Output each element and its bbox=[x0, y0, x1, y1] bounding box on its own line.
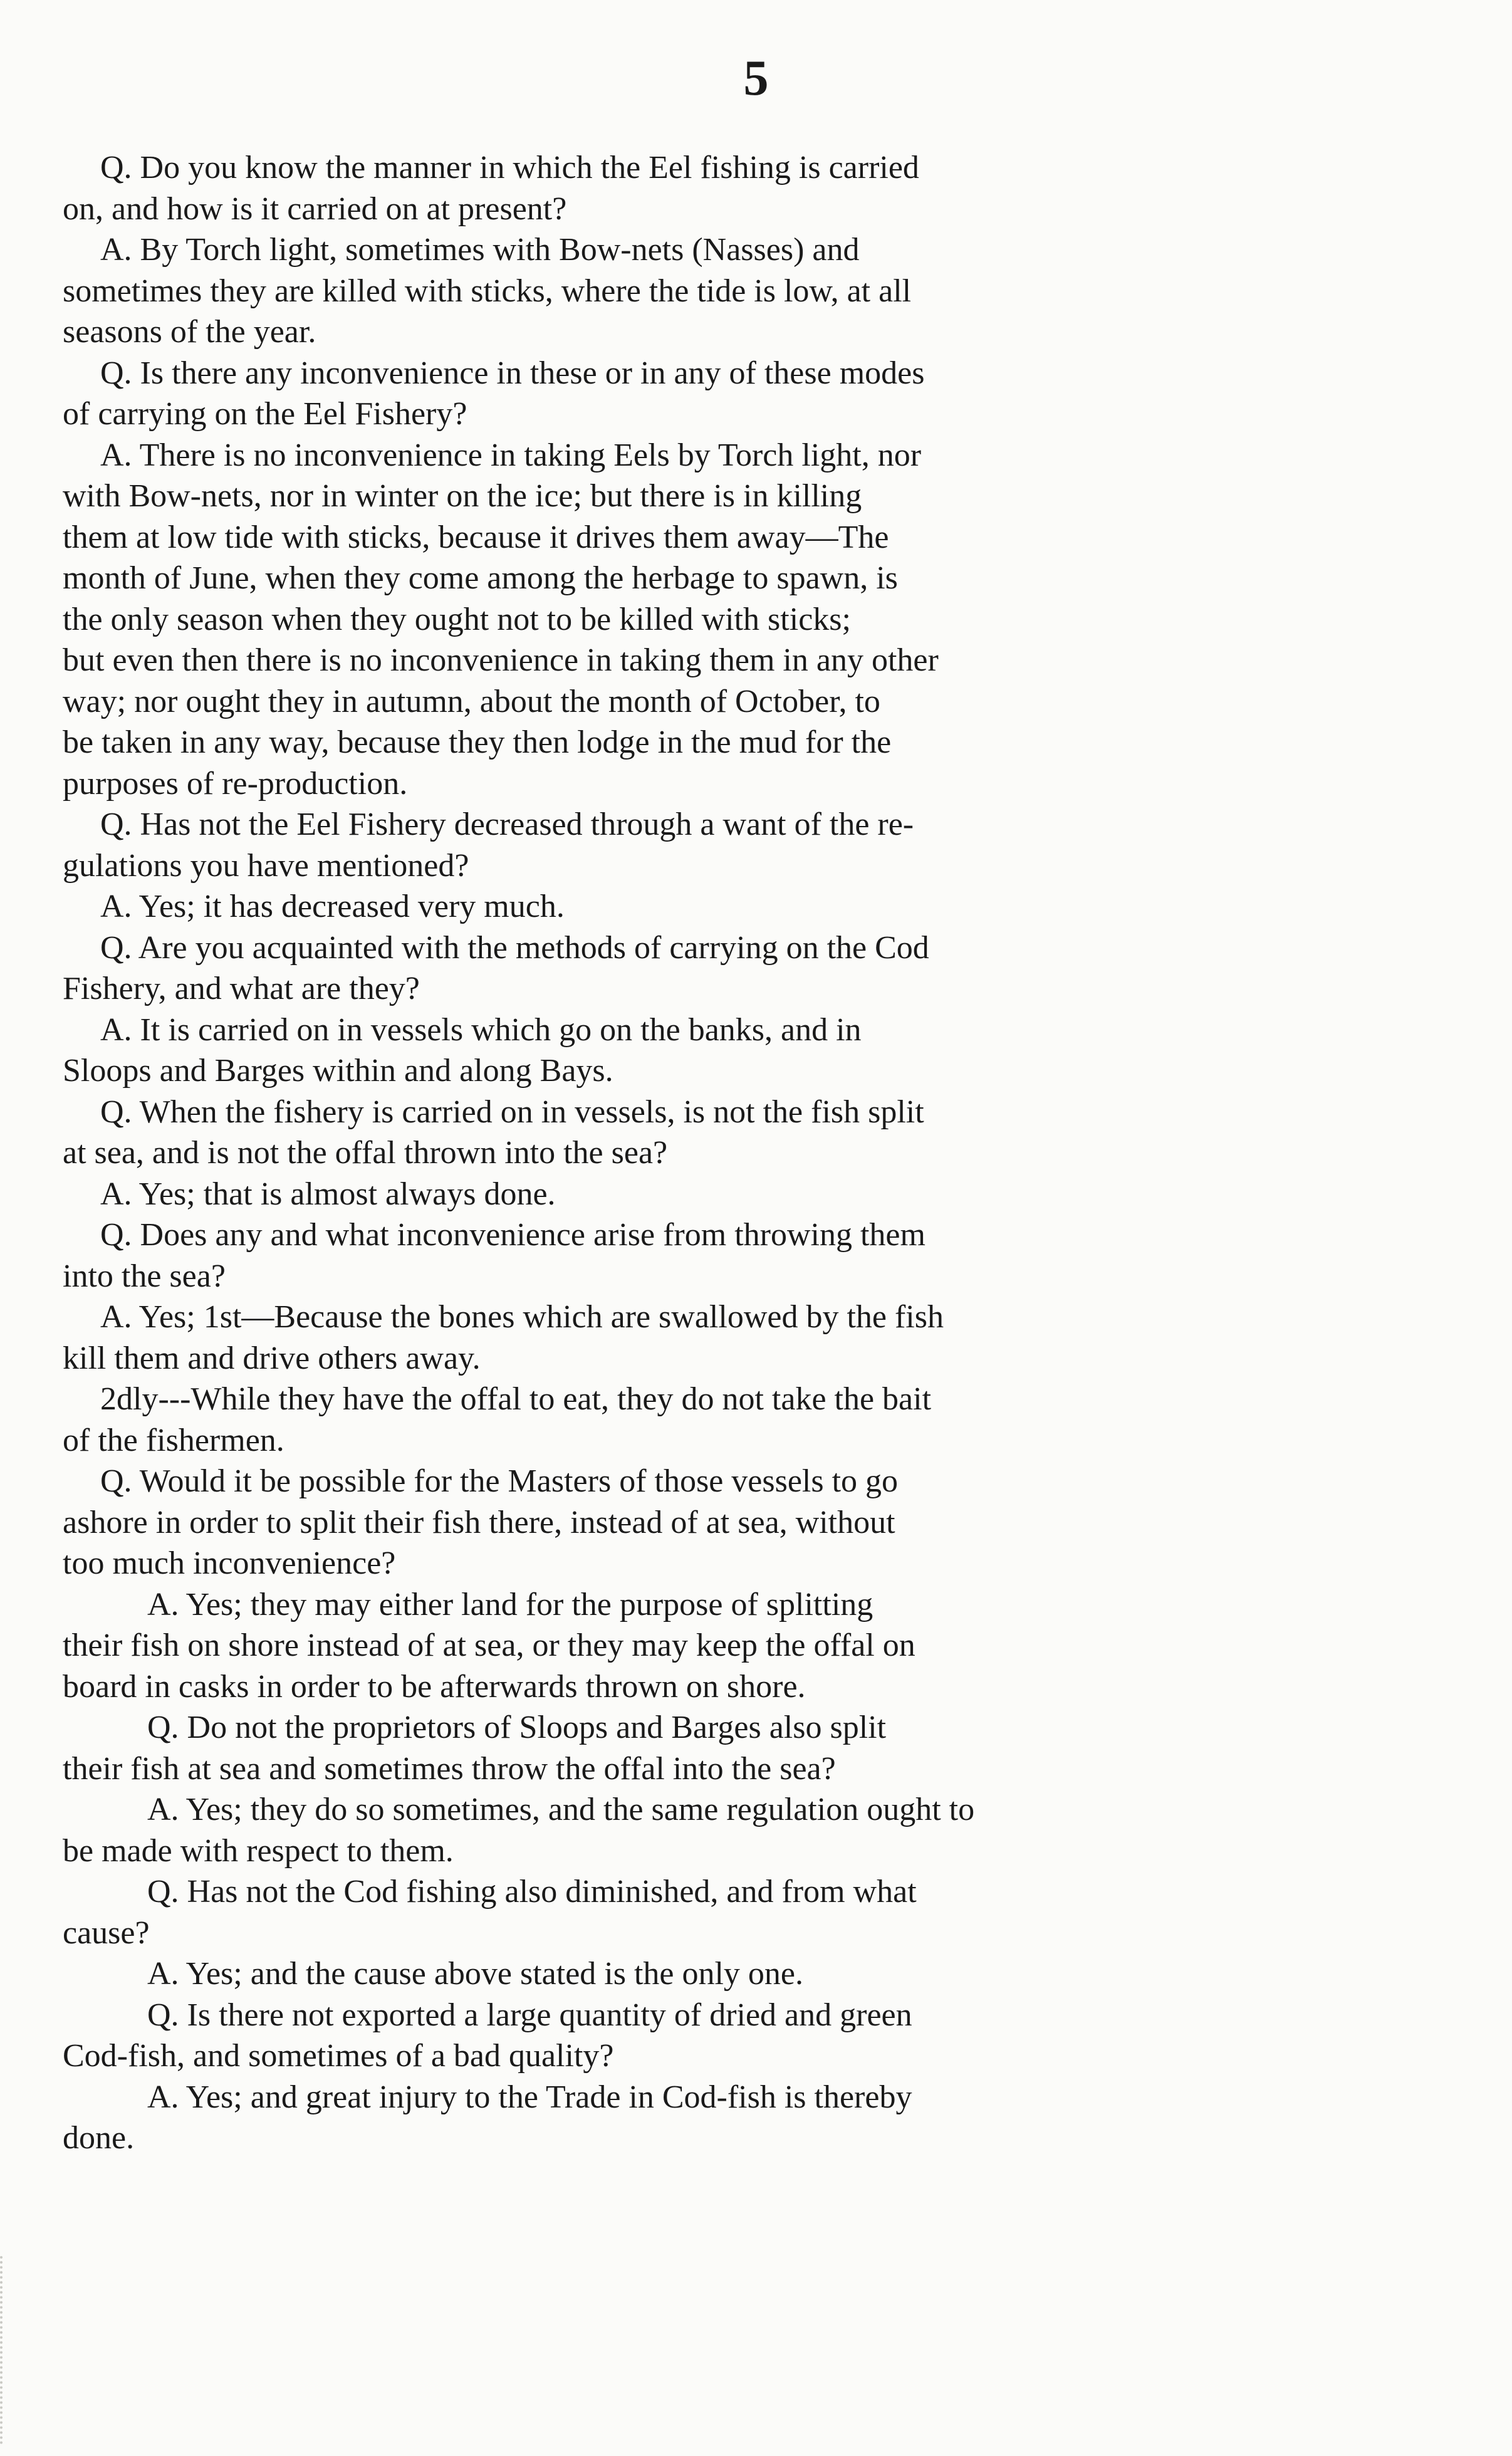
text-line bbox=[63, 1256, 1241, 1297]
body-text bbox=[63, 147, 1241, 2159]
text-line-content: sometimes they are killed with sticks, where the tide is low, at all bbox=[63, 273, 912, 309]
text-line-content: A. It is carried on in vessels which go on the banks, and in bbox=[100, 1011, 862, 1048]
text-line-content: Q. Do you know the manner in which the Eel fishing is carried bbox=[100, 150, 919, 186]
text-line-content: Q. Is there not exported a large quantity of dried and green bbox=[147, 1997, 912, 2033]
text-line-content: of the fishermen. bbox=[63, 1422, 284, 1458]
text-line bbox=[63, 928, 1241, 969]
text-line-content: Q. Do not the proprietors of Sloops and Barges also split bbox=[147, 1710, 887, 1745]
text-line bbox=[63, 1132, 1241, 1174]
text-line bbox=[63, 1461, 1241, 1502]
text-line-content: Q. Would it be possible for the Masters of those vessels to go bbox=[100, 1463, 899, 1499]
text-line-content: ashore in order to split their fish there, instead of at sea, without bbox=[63, 1504, 895, 1540]
text-line-content: Q. Has not the Eel Fishery decreased through a want of the re- bbox=[100, 807, 914, 842]
text-line bbox=[63, 1871, 1241, 1913]
text-line-content: on, and how is it carried on at present? bbox=[63, 191, 567, 227]
text-line bbox=[63, 517, 1241, 558]
text-line-content: way; nor ought they in autumn, about the month of October, to bbox=[63, 683, 880, 719]
text-line bbox=[63, 1748, 1241, 1790]
text-line-content: of carrying on the Eel Fishery? bbox=[63, 396, 467, 432]
text-line-content: Q. Has not the Cod fishing also diminished, and from what bbox=[147, 1874, 917, 1910]
text-line-content: 2dly---While they have the offal to eat, they do not take the bait bbox=[100, 1381, 932, 1417]
text-line-content: A. Yes; and great injury to the Trade in Cod-fish is thereby bbox=[147, 2079, 912, 2115]
text-line-content: be taken in any way, because they then lodge in the mud for the bbox=[63, 724, 892, 760]
text-line bbox=[63, 476, 1241, 517]
text-line bbox=[63, 435, 1241, 476]
text-line bbox=[63, 1995, 1241, 2036]
text-line-content: purposes of re-production. bbox=[63, 765, 408, 802]
text-line-content: but even then there is no inconvenience in taking them in any other bbox=[63, 642, 939, 678]
text-line bbox=[63, 353, 1241, 394]
text-line bbox=[63, 1625, 1241, 1666]
text-line-content: with Bow-nets, nor in winter on the ice; but there is in killing bbox=[63, 478, 862, 514]
text-line-content: Q. Are you acquainted with the methods of carrying on the Cod bbox=[100, 929, 929, 966]
text-line bbox=[63, 1913, 1241, 1954]
text-line-content: month of June, when they come among the herbage to spawn, is bbox=[63, 560, 898, 596]
text-line bbox=[63, 804, 1241, 845]
text-line bbox=[63, 845, 1241, 887]
text-line-content: the only season when they ought not to be killed with sticks; bbox=[63, 601, 851, 637]
text-line bbox=[63, 722, 1241, 763]
text-line-content: seasons of the year. bbox=[63, 314, 316, 350]
page-number: 5 bbox=[743, 51, 769, 106]
text-line bbox=[63, 1584, 1241, 1626]
text-line-content: A. Yes; and the cause above stated is the only one. bbox=[147, 1956, 804, 1992]
text-line bbox=[63, 1215, 1241, 1256]
text-line bbox=[63, 599, 1241, 640]
text-line bbox=[63, 2077, 1241, 2118]
text-line-content: them at low tide with sticks, because it drives them away—The bbox=[63, 519, 889, 555]
text-line-content: A. Yes; they do so sometimes, and the same regulation ought to bbox=[147, 1792, 975, 1827]
text-line bbox=[63, 558, 1241, 599]
text-line bbox=[63, 1050, 1241, 1092]
text-line-content: done. bbox=[63, 2120, 135, 2156]
text-line bbox=[63, 763, 1241, 805]
text-line-content: their fish at sea and sometimes throw the offal into the sea? bbox=[63, 1750, 836, 1787]
text-line bbox=[63, 886, 1241, 928]
text-line-content: Q. When the fishery is carried on in vessels, is not the fish split bbox=[100, 1094, 924, 1130]
text-line bbox=[63, 1666, 1241, 1708]
text-line bbox=[63, 1297, 1241, 1338]
text-line-content: A. There is no inconvenience in taking Eels by Torch light, nor bbox=[100, 437, 922, 473]
text-line bbox=[63, 147, 1241, 189]
text-line-content: A. Yes; they may either land for the purpose of splitting bbox=[147, 1586, 873, 1623]
text-line-content: Cod-fish, and sometimes of a bad quality? bbox=[63, 2038, 614, 2074]
text-line bbox=[63, 271, 1241, 312]
text-line bbox=[63, 1338, 1241, 1379]
text-line-content: A. Yes; it has decreased very much. bbox=[100, 889, 565, 924]
text-line bbox=[63, 1420, 1241, 1461]
paper-edge-specks bbox=[0, 2256, 15, 2444]
text-line bbox=[63, 1707, 1241, 1748]
text-line bbox=[63, 1092, 1241, 1133]
text-line bbox=[63, 1502, 1241, 1544]
text-line-content: at sea, and is not the offal thrown into the sea? bbox=[63, 1135, 668, 1171]
text-line bbox=[63, 681, 1241, 723]
text-line-content: board in casks in order to be afterwards thrown on shore. bbox=[63, 1668, 806, 1705]
text-line-content: cause? bbox=[63, 1915, 150, 1951]
text-line bbox=[63, 1831, 1241, 1872]
text-line-content: A. Yes; 1st—Because the bones which are swallowed by the fish bbox=[100, 1299, 944, 1335]
text-line bbox=[63, 968, 1241, 1010]
text-line bbox=[63, 1174, 1241, 1215]
text-line bbox=[63, 229, 1241, 271]
text-line-content: gulations you have mentioned? bbox=[63, 847, 469, 884]
text-line bbox=[63, 189, 1241, 230]
text-line-content: too much inconvenience? bbox=[63, 1545, 396, 1581]
text-line bbox=[63, 1953, 1241, 1995]
text-line bbox=[63, 2035, 1241, 2077]
text-line bbox=[63, 1543, 1241, 1584]
text-line-content: be made with respect to them. bbox=[63, 1832, 454, 1869]
text-line bbox=[63, 1010, 1241, 1051]
text-line-content: Q. Is there any inconvenience in these or in any of these modes bbox=[100, 355, 925, 391]
text-line bbox=[63, 640, 1241, 681]
text-line bbox=[63, 1379, 1241, 1420]
text-line-content: A. Yes; that is almost always done. bbox=[100, 1176, 556, 1212]
text-line-content: A. By Torch light, sometimes with Bow-nets (Nasses) and bbox=[100, 232, 860, 268]
text-line-content: into the sea? bbox=[63, 1258, 226, 1294]
text-line bbox=[63, 1789, 1241, 1831]
text-line-content: Sloops and Barges within and along Bays. bbox=[63, 1053, 613, 1089]
text-line-content: Q. Does any and what inconvenience arise from throwing them bbox=[100, 1217, 925, 1253]
text-line-content: their fish on shore instead of at sea, or they may keep the offal on bbox=[63, 1628, 915, 1663]
text-line-content: Fishery, and what are they? bbox=[63, 971, 420, 1006]
text-line-content: kill them and drive others away. bbox=[63, 1340, 481, 1376]
text-line bbox=[63, 311, 1241, 353]
text-line bbox=[63, 394, 1241, 435]
text-line bbox=[63, 2118, 1241, 2159]
